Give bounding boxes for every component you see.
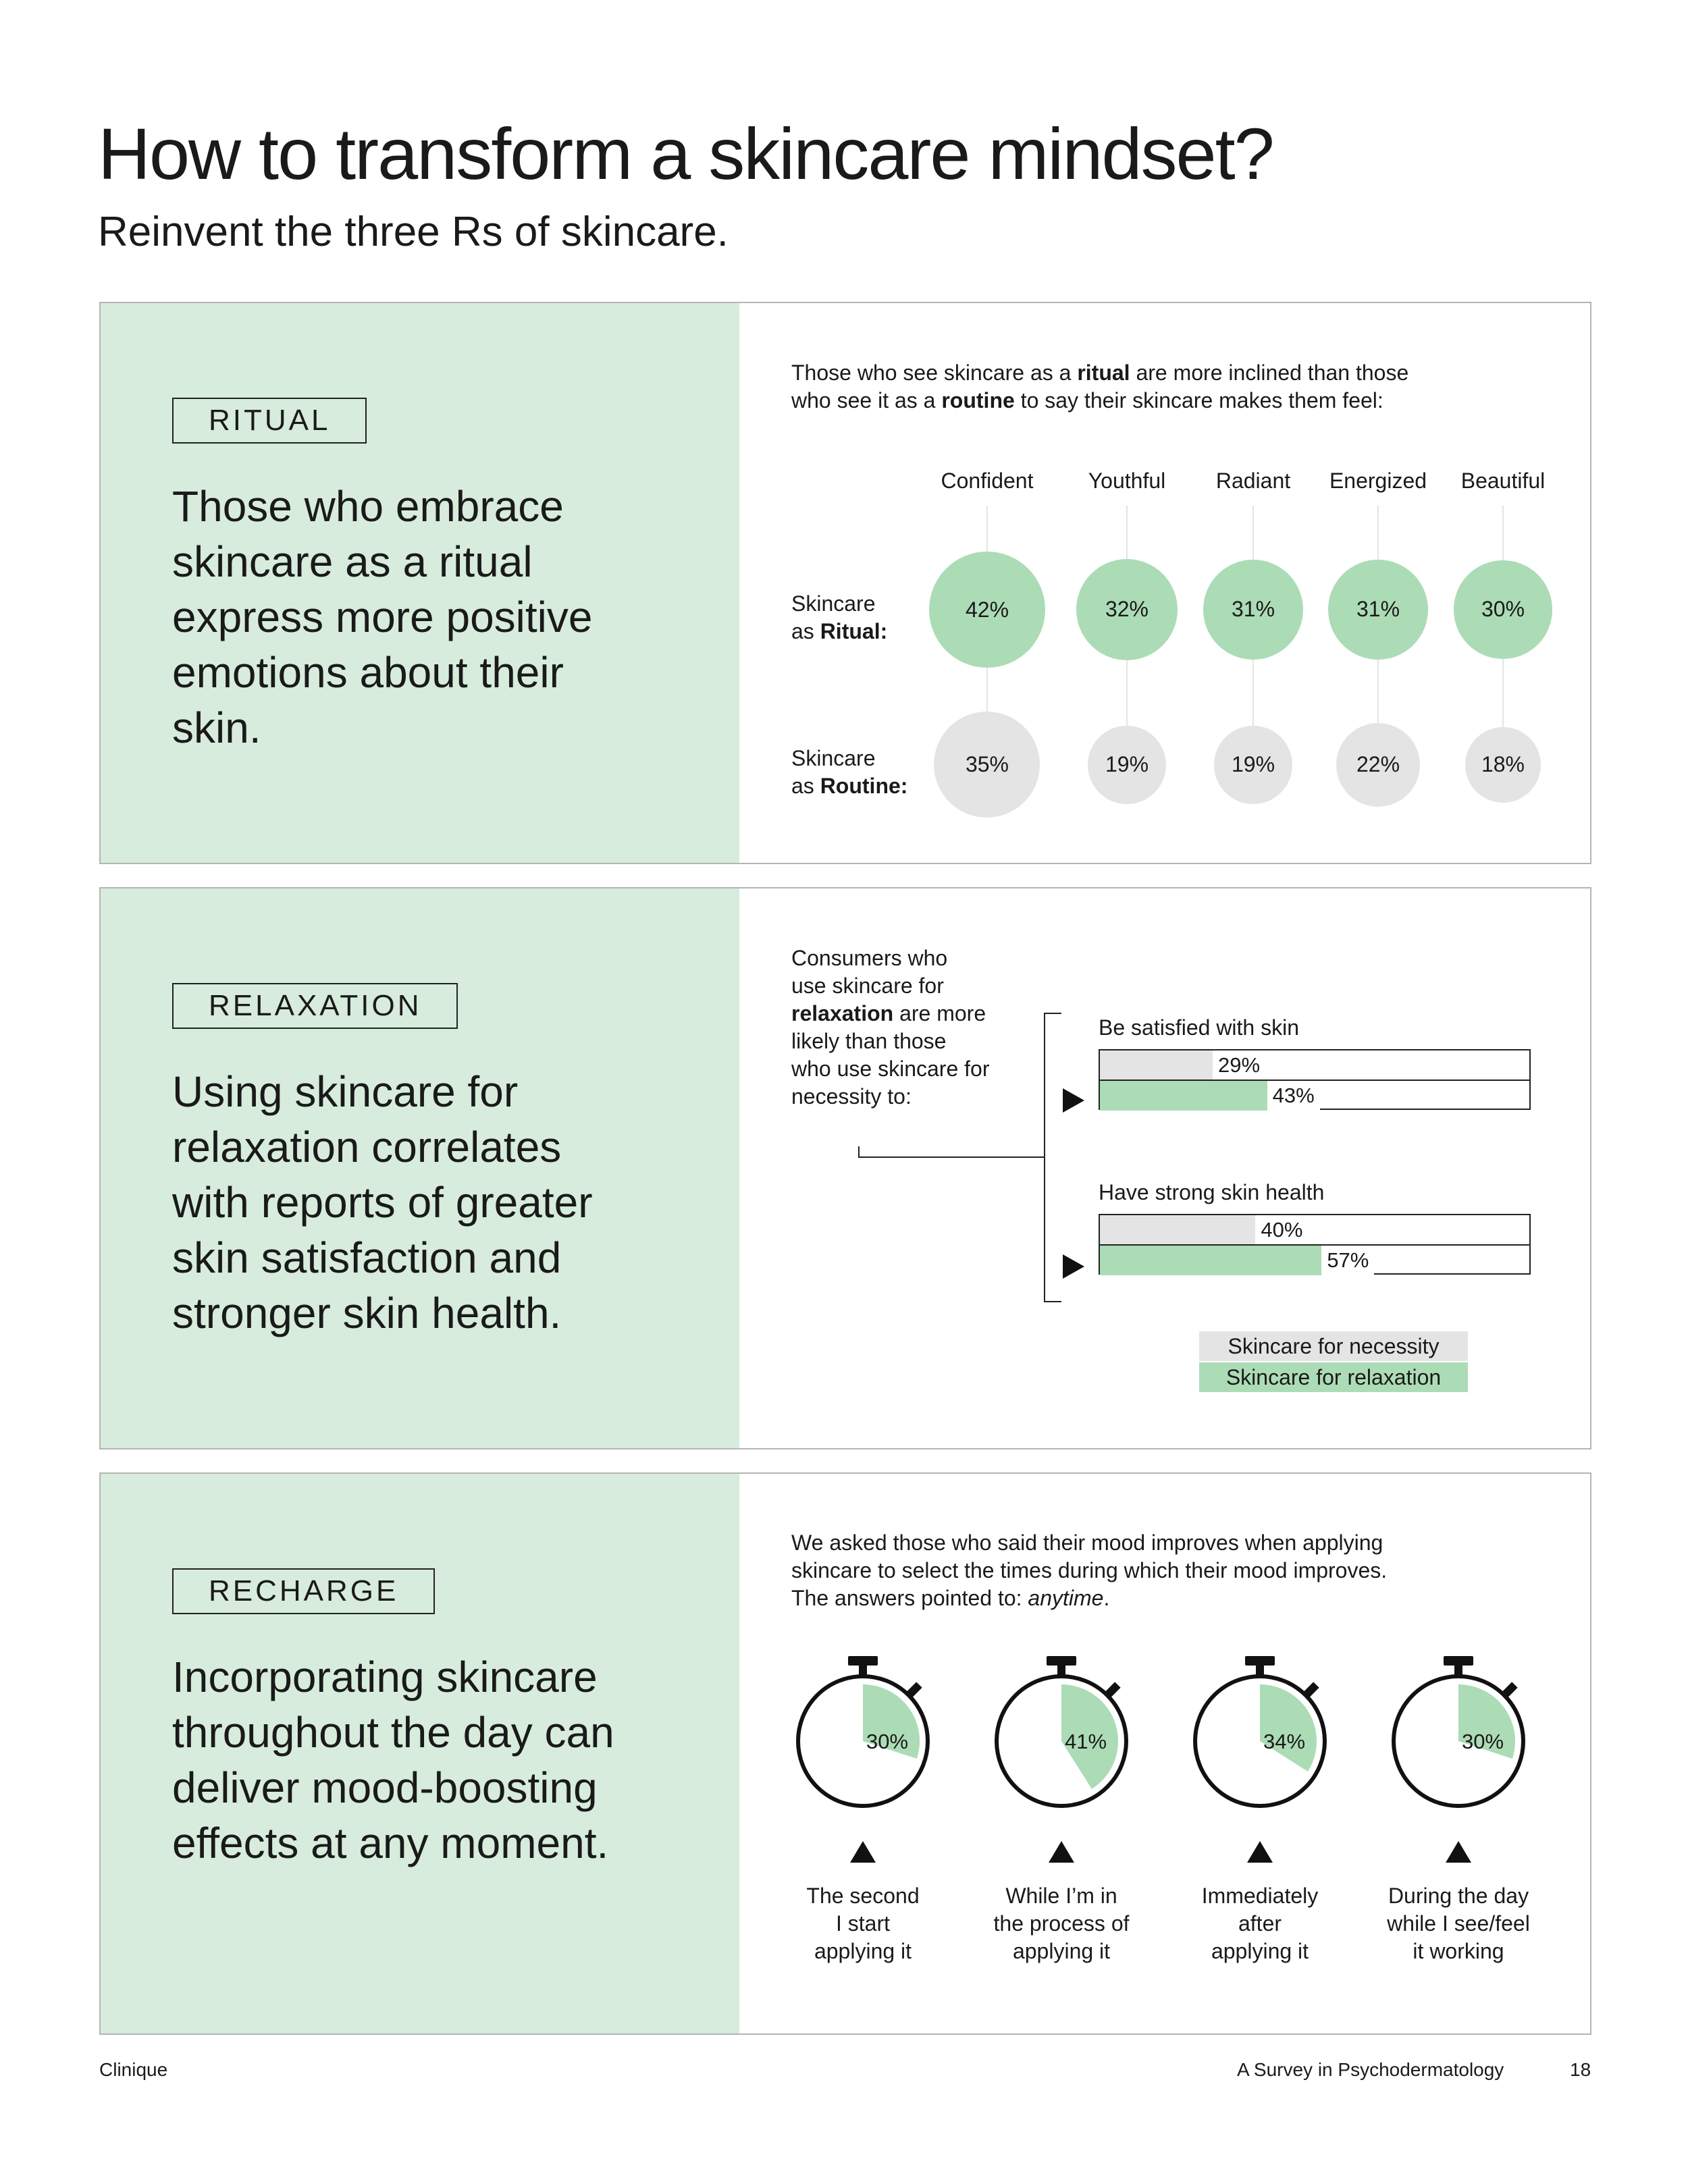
legend-necessity: Skincare for necessity [1199,1331,1468,1361]
routine-bubble: 18% [1465,727,1541,803]
pie-value-label: 30% [1461,1730,1504,1753]
arrow-right-icon [1063,1088,1084,1113]
relaxation-bar [1100,1246,1321,1275]
column-header: Youthful [1088,469,1166,493]
stopwatch-button-icon [1047,1656,1076,1666]
ritual-bubble: 31% [1328,560,1428,660]
arrow-right-icon [1063,1254,1084,1279]
footer-brand: Clinique [99,2059,168,2080]
column-header: Beautiful [1460,469,1546,493]
stopwatch-stem-icon [1454,1664,1462,1675]
relaxation-lead-text: Using skincare for relaxation correlates with reports of greater skin satisfaction and stronger skin health. [172,1067,593,1337]
row-label-ritual: Skincare as Ritual: [791,591,888,643]
ritual-tag: RITUAL [172,398,367,444]
column-header: Energized [1329,469,1427,493]
recharge-intro: We asked those who said their mood improves when applying skincare to select the times during which their mood improves. The answers pointed to: anytime. [791,1530,1388,1610]
relaxation-tag: RELAXATION [172,983,458,1029]
pie-value-label: 34% [1263,1730,1306,1753]
routine-bubble: 19% [1214,726,1292,804]
column-header: Confident [941,469,1034,493]
bar-value-label: 57% [1321,1246,1374,1275]
recharge-tag: RECHARGE [172,1568,435,1614]
page-title: How to transform a skincare mindset? [98,113,1273,194]
ritual-lead-text: Those who embrace skincare as a ritual express more positive emotions about their skin. [172,482,593,752]
arrow-up-icon [1446,1841,1471,1863]
page-subtitle: Reinvent the three Rs of skincare. [98,209,729,255]
stopwatch-category-label: While I’m in the process of applying it [993,1884,1130,1963]
arrow-up-icon [1049,1841,1074,1863]
stopwatch-stem-icon [1057,1664,1065,1675]
bar-category-label: Have strong skin health [1099,1180,1325,1204]
necessity-bar [1100,1215,1255,1245]
arrow-up-icon [1247,1841,1273,1863]
bar-group [1099,1214,1531,1275]
footer-publication: A Survey in Psychodermatology [1237,2059,1504,2080]
stopwatch-category-label: During the day while I see/feel it working [1387,1884,1530,1963]
recharge-panel [99,1472,1591,2035]
ritual-bubble: 32% [1076,559,1178,660]
pie-value-label: 41% [1064,1730,1107,1753]
stopwatch-button-icon [848,1656,878,1666]
stopwatch-button-icon [1444,1656,1473,1666]
ritual-bubble: 42% [929,552,1045,668]
routine-bubble: 19% [1088,726,1166,804]
arrow-up-icon [850,1841,876,1863]
ritual-panel [99,302,1591,864]
stopwatch-stem-icon [1256,1664,1264,1675]
bar-value-label: 29% [1213,1050,1265,1080]
relaxation-panel [99,887,1591,1449]
stopwatch-stem-icon [859,1664,867,1675]
stopwatch-category-label: Immediately after applying it [1201,1884,1319,1963]
relaxation-intro: Consumers who use skincare for relaxation are more likely than those who use skincare for necessity to: [791,946,990,1109]
stopwatch-category-label: The second I start applying it [806,1884,920,1963]
routine-bubble: 22% [1336,723,1420,807]
legend-relaxation: Skincare for relaxation [1199,1362,1468,1392]
bar-value-label: 40% [1255,1215,1308,1245]
ritual-intro: Those who see skincare as a ritual are more inclined than those who see it as a routine to say their skincare makes them feel: [791,361,1409,412]
pie-value-label: 30% [866,1730,909,1753]
routine-bubble: 35% [934,712,1040,818]
necessity-bar [1100,1050,1213,1080]
column-header: Radiant [1215,469,1291,493]
row-label-routine: Skincare as Routine: [791,746,908,798]
bar-group [1099,1049,1531,1110]
relaxation-bar [1100,1081,1267,1111]
bar-value-label: 43% [1267,1081,1320,1111]
page-number: 18 [1570,2059,1591,2080]
bar-category-label: Be satisfied with skin [1099,1015,1300,1040]
ritual-bubble: 30% [1454,560,1552,658]
ritual-bubble: 31% [1203,560,1303,660]
recharge-lead-text: Incorporating skincare throughout the day can deliver mood-boosting effects at any moment. [172,1653,614,1867]
stopwatch-button-icon [1245,1656,1275,1666]
